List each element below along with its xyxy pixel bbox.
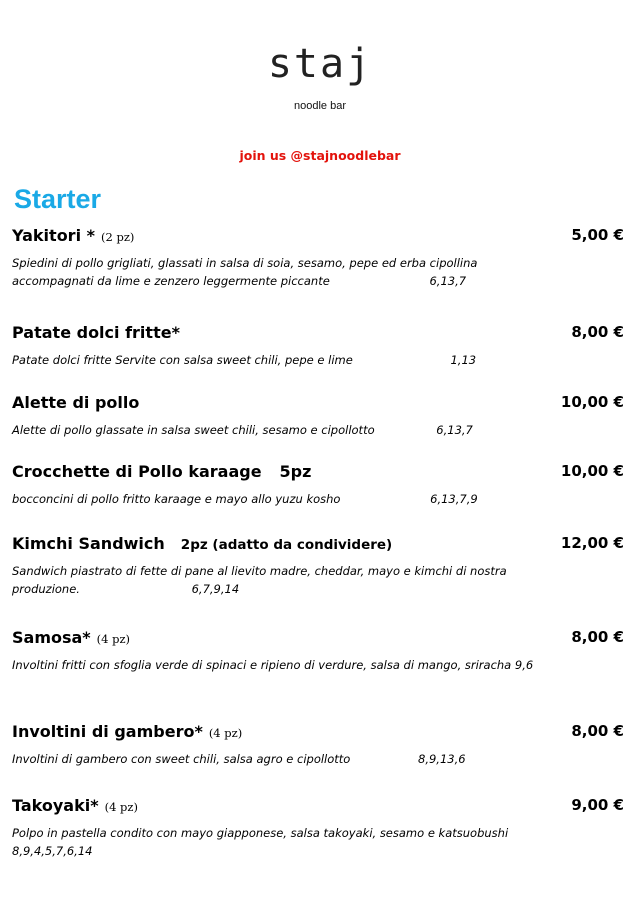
item-name: Crocchette di Pollo karaage (12, 462, 262, 481)
item-description-text: bocconcini di pollo fritto karaage e mayo allo yuzu kosho (12, 492, 341, 506)
item-name: Patate dolci fritte* (12, 323, 180, 342)
menu-item (12, 226, 624, 290)
item-qty: (2 pz) (101, 230, 135, 244)
item-note: 5pz (279, 462, 312, 481)
item-description (12, 254, 552, 290)
item-allergens: 6,13,7 (436, 423, 473, 437)
item-qty: (4 pz) (96, 632, 131, 646)
item-price: 10,00 € (560, 393, 624, 411)
item-name: Samosa* (12, 628, 91, 647)
item-name: Alette di pollo (12, 393, 140, 412)
item-description (12, 562, 552, 598)
logo-wordmark: staj (267, 41, 373, 87)
item-qty: (4 pz) (208, 726, 243, 740)
item-allergens: 1,13 (450, 353, 477, 367)
item-price: 5,00 € (571, 226, 624, 244)
item-description (12, 750, 552, 768)
item-name: Kimchi Sandwich (12, 534, 165, 553)
menu-item (12, 393, 624, 439)
item-allergens: 9,6 (514, 658, 534, 672)
item-description-text: Sandwich piastrato di fette di pane al lievito madre, cheddar, mayo e kimchi di nostra produzione. (12, 564, 507, 596)
item-price: 9,00 € (571, 796, 624, 814)
brand-logo (0, 42, 640, 86)
item-price: 10,00 € (560, 462, 624, 480)
menu-item (12, 462, 624, 508)
item-description-text: Patate dolci fritte Servite con salsa sweet chili, pepe e lime (12, 353, 353, 367)
brand-subtitle: noodle bar (294, 100, 346, 112)
item-description-text: Involtini fritti con sfoglia verde di spinaci e ripieno di verdure, salsa di mango, sriracha (12, 658, 512, 672)
item-description (12, 656, 552, 674)
item-price: 12,00 € (560, 534, 624, 552)
item-price: 8,00 € (571, 323, 624, 341)
item-description (12, 824, 552, 860)
item-price: 8,00 € (571, 722, 624, 740)
item-allergens: 8,9,13,6 (418, 752, 466, 766)
section-title: Starter (14, 184, 102, 214)
item-description-text: Polpo in pastella condito con mayo giapponese, salsa takoyaki, sesamo e katsuobushi (12, 826, 509, 840)
item-name: Yakitori * (12, 226, 95, 245)
item-name: Takoyaki* (12, 796, 99, 815)
item-description (12, 351, 552, 369)
item-qty: (4 pz) (104, 800, 138, 814)
item-allergens: 6,7,9,14 (191, 582, 240, 596)
menu-item (12, 534, 624, 598)
item-description (12, 490, 552, 508)
item-note: 2pz (adatto da condividere) (180, 537, 393, 553)
item-price: 8,00 € (571, 628, 624, 646)
item-description-text: Alette di pollo glassate in salsa sweet chili, sesamo e cipollotto (12, 423, 375, 437)
menu-item (12, 628, 624, 674)
menu-item (12, 323, 624, 369)
menu-item (12, 722, 624, 768)
item-description-text: Involtini di gambero con sweet chili, salsa agro e cipollotto (12, 752, 351, 766)
item-allergens: 6,13,7,9 (430, 492, 478, 506)
item-description (12, 421, 552, 439)
item-description-text: Spiedini di pollo grigliati, glassati in salsa di soia, sesamo, pepe ed erba cipollina accompagnati da lime e zenzero leggermente piccante (12, 256, 478, 288)
item-name: Involtini di gambero* (12, 722, 203, 741)
menu-item (12, 796, 624, 860)
item-allergens: 8,9,4,5,7,6,14 (12, 844, 93, 858)
social-handle: join us @stajnoodlebar (239, 148, 401, 163)
item-allergens: 6,13,7 (429, 274, 467, 288)
